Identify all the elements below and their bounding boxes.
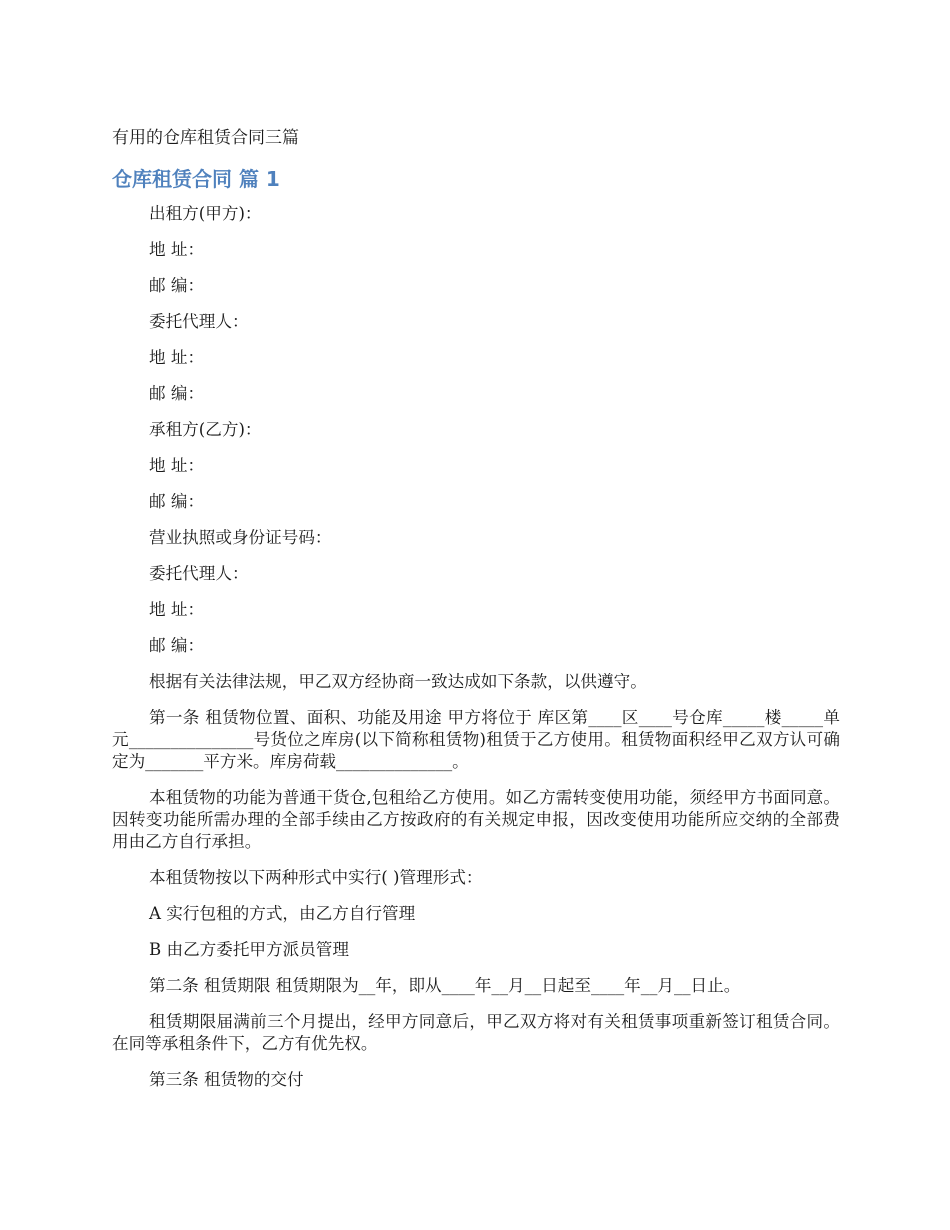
paragraph-option-b: B 由乙方委托甲方派员管理 (149, 940, 349, 959)
paragraph-lessor-postcode: 邮 编： (149, 276, 205, 295)
document-title: 有用的仓库租赁合同三篇 (112, 128, 299, 148)
paragraph-lessor-agent-address: 地 址： (149, 348, 205, 367)
paragraph-lessor-agent-postcode: 邮 编： (149, 384, 205, 403)
paragraph-option-a: A 实行包租的方式，由乙方自行管理 (149, 904, 416, 923)
paragraph-lessee-agent-postcode: 邮 编： (149, 636, 205, 655)
paragraph-lessee-agent: 委托代理人： (149, 564, 249, 583)
section-heading: 仓库租赁合同 篇 1 (112, 167, 280, 191)
paragraph-renewal: 租赁期限届满前三个月提出，经甲方同意后，甲乙双方将对有关租赁事项重新签订租赁合同。在同等承租条件下，乙方有优先权。 (112, 1012, 840, 1053)
paragraph-article-1: 第一条 租赁物位置、面积、功能及用途 甲方将位于 库区第____区____号仓库_____楼_____单元_______________号货位之库房(以下简称租赁物)租赁于乙方使用。租赁物面积经甲乙双方认可确定为_______平方米。库房荷载______________。 (112, 708, 840, 771)
paragraph-function: 本租赁物的功能为普通干货仓,包租给乙方使用。如乙方需转变使用功能，须经甲方书面同意。因转变功能所需办理的全部手续由乙方按政府的有关规定申报，因改变使用功能所应交纳的全部费用由乙方自行承担。 (112, 788, 840, 851)
paragraph-lessee-postcode: 邮 编： (149, 492, 205, 511)
document-body (112, 203, 840, 1105)
paragraph-article-2: 第二条 租赁期限 租赁期限为__年，即从____年__月__日起至____年__月__日止。 (149, 976, 741, 995)
paragraph-lessor-agent: 委托代理人： (149, 312, 249, 331)
paragraph-lessor: 出租方(甲方)： (149, 204, 262, 223)
paragraph-lessee-license: 营业执照或身份证号码： (149, 528, 332, 547)
paragraph-lessee-agent-address: 地 址： (149, 600, 205, 619)
paragraph-lessor-address: 地 址： (149, 240, 205, 259)
paragraph-lessee-address: 地 址： (149, 456, 205, 475)
paragraph-lessee: 承租方(乙方)： (149, 420, 262, 439)
paragraph-management: 本租赁物按以下两种形式中实行( )管理形式： (149, 868, 483, 887)
paragraph-article-3: 第三条 租赁物的交付 (149, 1070, 304, 1089)
paragraph-preamble: 根据有关法律法规，甲乙双方经协商一致达成如下条款，以供遵守。 (149, 672, 647, 691)
